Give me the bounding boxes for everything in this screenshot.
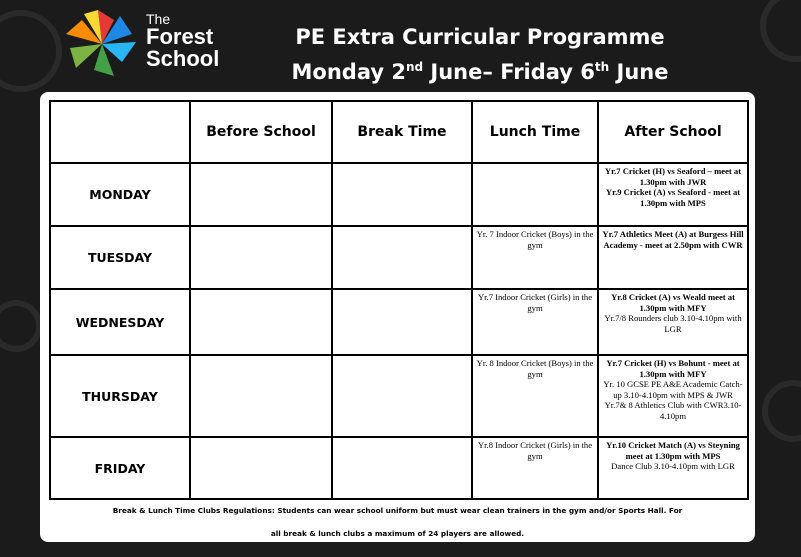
activity-entry: Yr.7 Cricket (H) vs Bohunt - meet at 1.30pm with MFY	[606, 358, 740, 379]
logo-text	[146, 12, 219, 70]
table-row	[50, 355, 748, 437]
day-label: THURSDAY	[50, 355, 190, 437]
header-break-time: Break Time	[332, 101, 472, 163]
table-row	[50, 437, 748, 499]
logo-forest: Forest	[146, 24, 214, 49]
title-date-end: June	[609, 60, 669, 84]
header-empty	[50, 101, 190, 163]
day-label: MONDAY	[50, 163, 190, 226]
logo-the: The	[146, 11, 171, 27]
footnote-line1: Break & Lunch Time Clubs Regulations: Students can wear school uniform but must wear clean trainers in the gym and/or Sports Hall. For	[112, 506, 683, 515]
title-line2	[250, 52, 710, 87]
after-school-cell	[598, 163, 748, 226]
activity-entry: Yr.7/8 Rounders club 3.10-4.10pm with LGR	[604, 313, 742, 334]
day-label: WEDNESDAY	[50, 289, 190, 355]
background-ball-shape	[762, 380, 801, 442]
header-row	[50, 101, 748, 163]
table-row	[50, 226, 748, 289]
before-school-cell	[190, 163, 332, 226]
after-school-cell	[598, 226, 748, 289]
break-time-cell	[332, 163, 472, 226]
pinwheel-logo-icon	[62, 6, 142, 82]
before-school-cell	[190, 355, 332, 437]
day-label: FRIDAY	[50, 437, 190, 499]
break-time-cell	[332, 355, 472, 437]
page-title	[250, 22, 710, 87]
after-school-cell	[598, 355, 748, 437]
title-sup-th: th	[594, 60, 610, 74]
background-ball-shape	[760, 0, 801, 62]
school-logo	[62, 6, 222, 82]
activity-entry: Dance Club 3.10-4.10pm with LGR	[611, 461, 735, 471]
activity-entry: Yr.8 Cricket (A) vs Weald meet at 1.30pm with MFY	[611, 292, 735, 313]
day-label: TUESDAY	[50, 226, 190, 289]
lunch-time-cell: Yr. 7 Indoor Cricket (Boys) in the gym	[472, 226, 598, 289]
after-school-cell	[598, 289, 748, 355]
table-row	[50, 289, 748, 355]
break-time-cell	[332, 289, 472, 355]
title-line1: PE Extra Curricular Programme	[295, 25, 665, 49]
title-date-start: Monday 2	[291, 60, 406, 84]
before-school-cell	[190, 226, 332, 289]
activity-entry: Yr.9 Cricket (A) vs Seaford - meet at 1.30pm with MPS	[605, 187, 741, 208]
activity-entry: Yr.10 Cricket Match (A) vs Steyning meet at 1.30pm with MPS	[606, 440, 740, 461]
break-time-cell	[332, 226, 472, 289]
header-lunch-time: Lunch Time	[472, 101, 598, 163]
header-after-school: After School	[598, 101, 748, 163]
timetable-card	[40, 92, 755, 542]
activity-entry: Yr. 10 GCSE PE A&E Academic Catch-up 3.10-4.10pm with MPS & JWR	[603, 379, 743, 400]
title-date-mid: June– Friday 6	[423, 60, 595, 84]
table-row	[50, 163, 748, 226]
activity-entry: Yr.7 Athletics Meet (A) at Burgess Hill Academy - meet at 2.50pm with CWR	[602, 229, 744, 250]
activity-entry: Yr.7 Cricket (H) vs Seaford – meet at 1.30pm with JWR	[604, 166, 742, 187]
background-ball-shape	[0, 300, 42, 352]
lunch-time-cell: Yr. 8 Indoor Cricket (Boys) in the gym	[472, 355, 598, 437]
title-sup-nd: nd	[405, 60, 424, 74]
activity-entry: Yr.7& 8 Athletics Club with CWR3.10-4.10pm	[604, 400, 742, 421]
footnote-line2: all break & lunch clubs a maximum of 24 players are allowed.	[270, 529, 525, 538]
timetable	[49, 100, 749, 500]
before-school-cell	[190, 289, 332, 355]
lunch-time-cell: Yr.7 Indoor Cricket (Girls) in the gym	[472, 289, 598, 355]
header-before-school: Before School	[190, 101, 332, 163]
background-ball-shape	[0, 10, 62, 92]
lunch-time-cell	[472, 163, 598, 226]
after-school-cell	[598, 437, 748, 499]
break-time-cell	[332, 437, 472, 499]
before-school-cell	[190, 437, 332, 499]
lunch-time-cell: Yr.8 Indoor Cricket (Girls) in the gym	[472, 437, 598, 499]
logo-school: School	[146, 46, 220, 71]
